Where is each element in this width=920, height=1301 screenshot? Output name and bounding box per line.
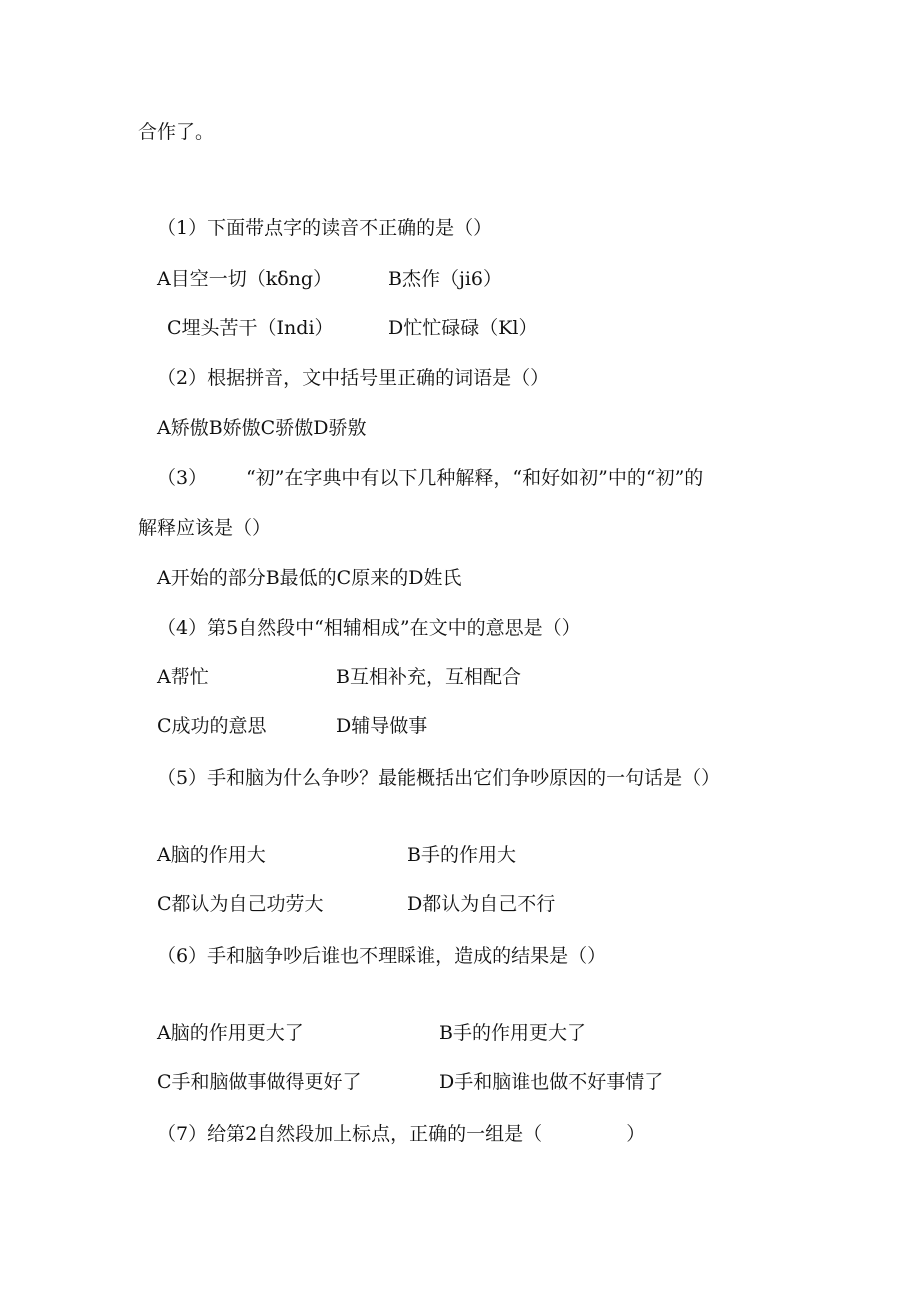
question-1-option-d: D忙忙碌碌（Kl） <box>388 317 538 339</box>
question-2-options: A矫傲B娇傲C骄傲D骄敫 <box>157 417 367 439</box>
question-1-option-b: B杰作（ji6） <box>388 268 503 290</box>
question-6-option-c: C手和脑做事做得更好了 <box>157 1071 362 1093</box>
question-7-stem-close: ） <box>626 1123 646 1145</box>
question-3-stem-number: （3） <box>157 467 208 489</box>
question-5-option-a: A脑的作用大 <box>157 844 266 866</box>
question-5-option-d: D都认为自己不行 <box>407 893 556 915</box>
question-1-option-c: C埋头苦干（Indi） <box>167 317 334 339</box>
question-7-stem <box>157 1122 645 1146</box>
question-5-option-c: C都认为自己功劳大 <box>157 893 324 915</box>
question-3-stem: “初”在字典中有以下几种解释，“和好如初”中的“初”的 <box>246 467 704 489</box>
question-3-options: A开始的部分B最低的C原来的D姓氏 <box>157 567 462 589</box>
question-3-stem-continued: 解释应该是（） <box>138 517 272 539</box>
question-6-stem: （6）手和脑争吵后谁也不理睬谁，造成的结果是（） <box>157 945 607 967</box>
question-6-option-b: B手的作用更大了 <box>439 1022 586 1044</box>
question-6-option-d: D手和脑谁也做不好事情了 <box>439 1071 664 1093</box>
question-6-option-a: A脑的作用更大了 <box>157 1022 304 1044</box>
question-7-stem-text: （7）给第2自然段加上标点，正确的一组是（ <box>157 1123 543 1145</box>
question-5-option-b: B手的作用大 <box>407 844 516 866</box>
question-4-option-d: D辅导做事 <box>336 715 428 737</box>
question-1-option-a: A目空一切（kδng） <box>157 268 333 290</box>
question-5-stem: （5）手和脑为什么争吵？最能概括出它们争吵原因的一句话是（） <box>157 767 721 789</box>
question-1-stem: （1）下面带点字的读音不正确的是（） <box>157 217 493 239</box>
question-4-option-b: B互相补充，互相配合 <box>336 666 521 688</box>
question-2-stem: （2）根据拼音，文中括号里正确的词语是（） <box>157 367 550 389</box>
question-4-stem: （4）第5自然段中“相辅相成”在文中的意思是（） <box>157 617 581 639</box>
question-4-option-c: C成功的意思 <box>157 715 267 737</box>
intro-tail: 合作了。 <box>138 121 215 143</box>
question-4-option-a: A帮忙 <box>157 666 209 688</box>
